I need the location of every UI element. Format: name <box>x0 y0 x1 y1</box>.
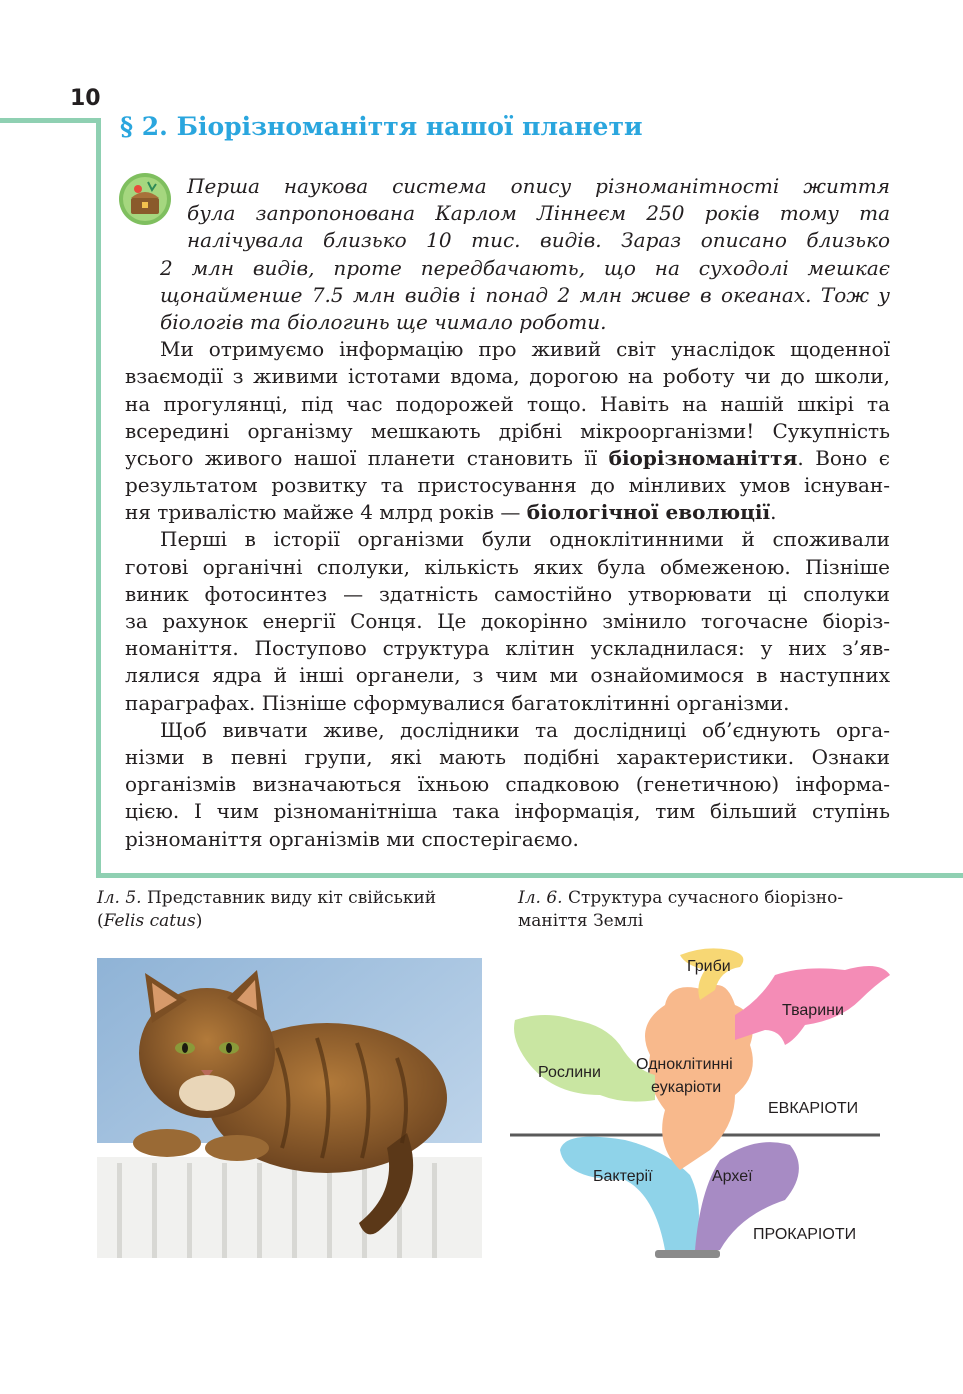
intro-paragraph <box>125 173 890 336</box>
paragraph-line: готові органічні сполуки, кількість яких була обмеженою. Пізніше <box>125 554 890 579</box>
label-prokaryotes: ПРОКАРІОТИ <box>753 1226 857 1243</box>
label-fungi: Гриби <box>687 958 731 975</box>
paragraph-line: Ми отримуємо інформацію про живий світ унаслідок щоденної <box>160 337 890 362</box>
paragraph-3 <box>125 717 890 853</box>
label-unicellular-2: еукаріоти <box>651 1079 722 1096</box>
label-unicellular-1: Одноклітинні <box>636 1056 733 1073</box>
frame-top-rule <box>0 118 98 123</box>
paragraph-line: Щоб вивчати живе, дослідники та дослідниці об’єднують орга- <box>160 717 890 742</box>
intro-line: щонайменше 7.5 млн видів і понад 2 млн живе в океанах. Тож у <box>160 282 890 307</box>
frame-left-rule <box>96 118 101 878</box>
figure-5-caption <box>97 887 436 933</box>
paragraph-line: номаніття. Поступово структура клітин ускладнилася: у них з’яв- <box>125 636 890 661</box>
paragraph-line: Перші в історії організми були одноклітинними й споживали <box>160 527 890 552</box>
caption-text: маніття Землі <box>518 911 644 931</box>
label-bacteria: Бактерії <box>593 1168 653 1185</box>
paragraph-line <box>125 499 890 526</box>
latin-name: Felis catus <box>103 911 196 931</box>
main-text <box>125 173 890 853</box>
paragraph-line: виник фотосинтез — здатність самостійно утворювати ці сполуки <box>125 581 890 606</box>
paragraph-line: лялися ядра й інші органели, з чим ми ознайомимося в наступних <box>125 663 890 688</box>
paragraph-line: різноманіття організмів ми спостерігаємо. <box>125 826 579 851</box>
paragraph-line: результатом розвитку та пристосування до мінливих умов існуван- <box>125 473 890 498</box>
section-title: § 2. Біорізноманіття нашої планети <box>120 112 643 141</box>
intro-line: 2 млн видів, проте передбачають, що на суходолі мешкає <box>160 255 890 280</box>
paragraph-1 <box>125 336 890 526</box>
caption-label: Іл. 5. <box>97 888 142 908</box>
plants-branch <box>514 1015 655 1102</box>
text-run: . <box>770 500 777 525</box>
cat-photo <box>97 958 482 1258</box>
paragraph-line: за рахунок енергії Сонця. Це докорінно змінило тогочасне біоріз- <box>125 609 890 633</box>
caption-text: Структура сучасного біорізно- <box>562 888 844 908</box>
unicellular-eukaryotes-blob <box>645 985 753 1170</box>
paragraph-line: нізми в певні групи, які мають подібні характеристики. Ознаки <box>125 744 890 769</box>
label-archaea: Археї <box>712 1168 753 1185</box>
paragraph-line: організмів визначаються їхньою спадковою (генетичною) інформа- <box>125 772 890 797</box>
caption-text: Представник виду кіт свійський <box>141 888 437 908</box>
figure-6-caption <box>518 887 843 933</box>
paragraph-line: на прогулянці, під час подорожей тощо. Навіть на нашій шкірі та <box>125 391 890 416</box>
term-biological-evolution: біологічної еволюції <box>526 500 771 525</box>
label-plants: Рослини <box>538 1064 601 1081</box>
text-run: усього живого нашої планети становить її <box>125 445 609 470</box>
caption-label: Іл. 6. <box>518 888 563 908</box>
paragraph-line: взаємодії з живими істотами вдома, дорогою на роботу чи до школи, <box>125 364 890 389</box>
paragraph-line: всередині організму мешкають дрібні мікроорганізми! Сукупність <box>125 418 890 443</box>
paragraph-line: цією. І чим різноманітніша така інформація, тим більший ступінь <box>125 799 890 824</box>
page-number: 10 <box>70 86 101 111</box>
intro-line: була запропонована Карлом Ліннеєм 250 років тому та <box>187 201 890 226</box>
frame-bottom-rule <box>96 873 963 878</box>
intro-line: налічувала близько 10 тис. видів. Зараз описано близько <box>187 228 890 253</box>
intro-line: біологів та біологинь ще чимало роботи. <box>160 309 607 334</box>
text-run: ня тривалістю майже 4 млрд років — <box>125 500 527 525</box>
paragraph-line <box>125 445 890 472</box>
label-animals: Тварини <box>782 1002 844 1019</box>
text-run: . Воно є <box>797 445 890 470</box>
biodiversity-tree-diagram <box>505 945 900 1265</box>
paragraph-2 <box>125 526 890 716</box>
tree-base <box>655 1250 720 1258</box>
caption-paren: ( <box>97 911 104 931</box>
intro-line: Перша наукова система опису різноманітності життя <box>187 174 890 198</box>
term-biodiversity: біорізноманіття <box>608 445 798 470</box>
caption-paren: ) <box>195 911 203 931</box>
label-eukaryotes: ЕВКАРІОТИ <box>768 1100 859 1117</box>
paragraph-line: параграфах. Пізніше сформувалися багатоклітинні організми. <box>125 690 790 715</box>
